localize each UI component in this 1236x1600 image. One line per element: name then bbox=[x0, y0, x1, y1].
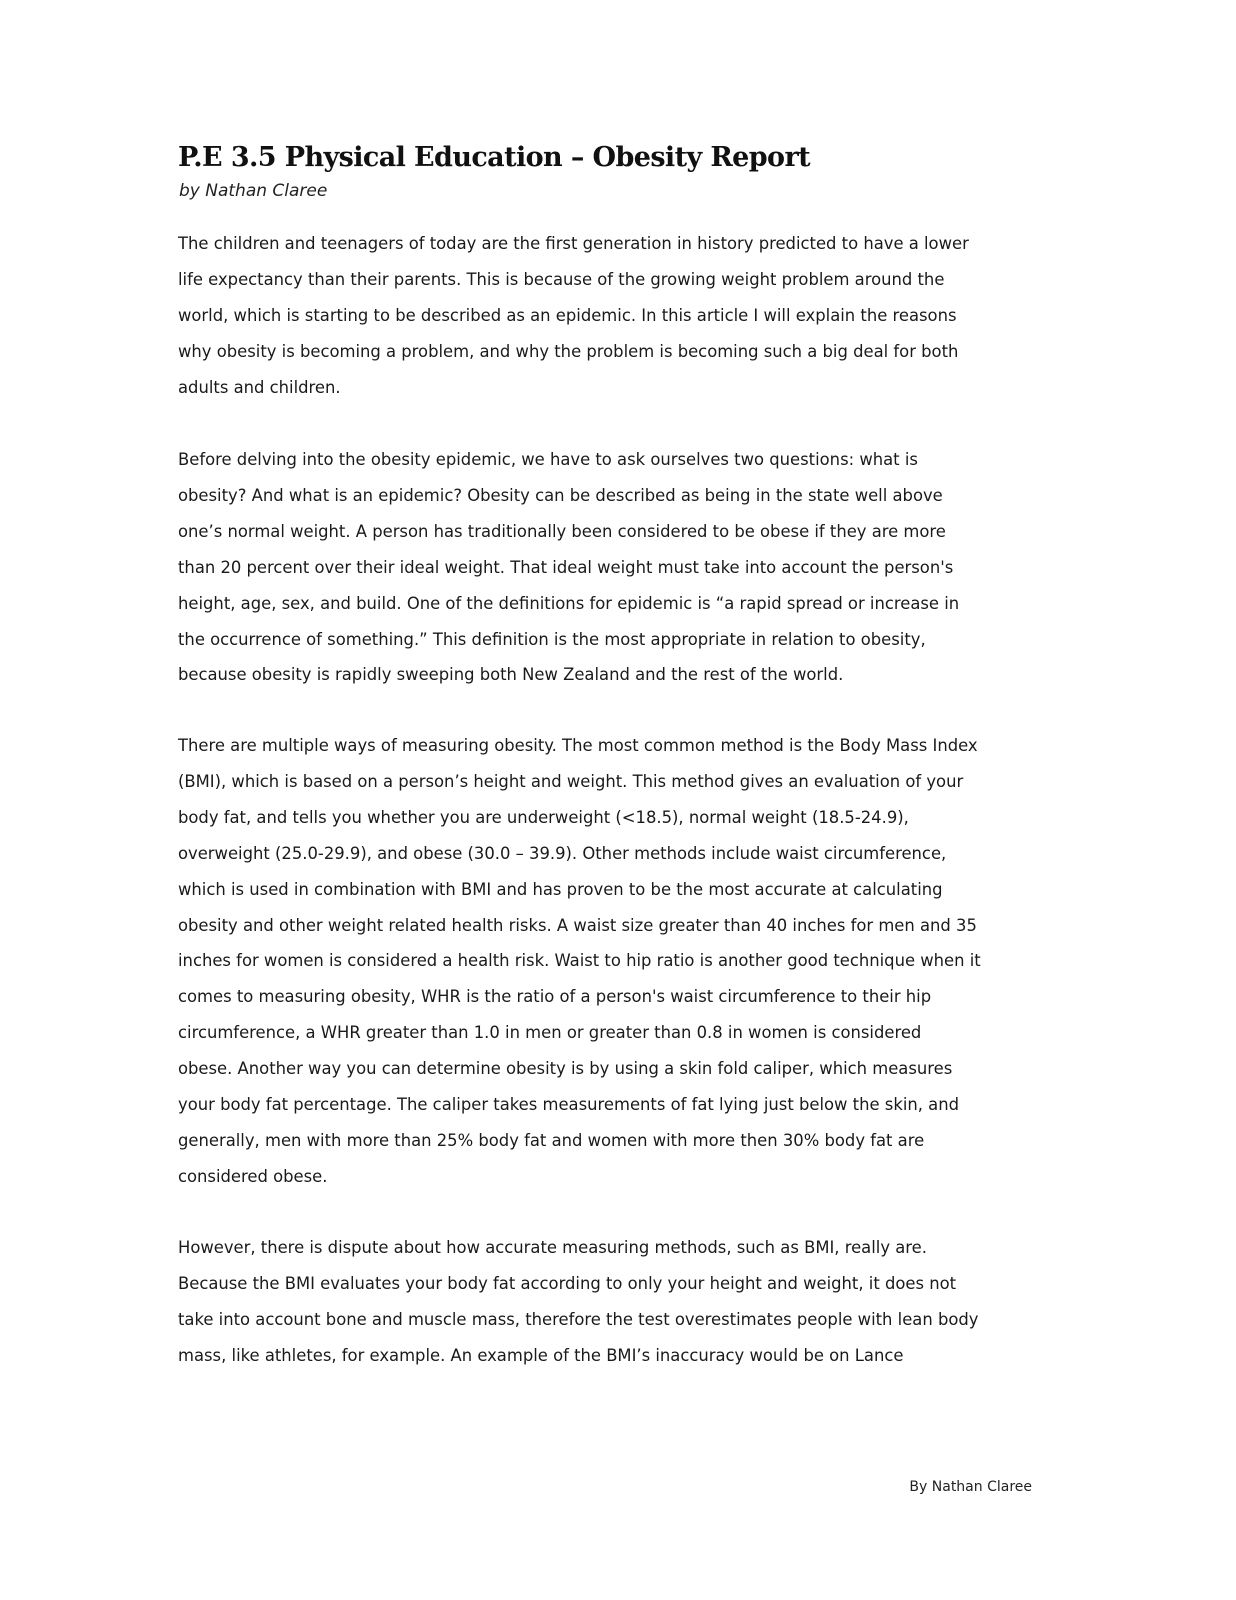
paragraph-line: generally, men with more than 25% body fat and women with more then 30% body fat are bbox=[178, 1130, 925, 1150]
paragraph-line: There are multiple ways of measuring obesity. The most common method is the Body Mass Index bbox=[178, 736, 978, 755]
paragraph-line: obesity? And what is an epidemic? Obesity can be described as being in the state well above bbox=[178, 485, 943, 505]
paragraph-line: take into account bone and muscle mass, therefore the test overestimates people with lean body bbox=[178, 1309, 979, 1329]
paragraph-line: world, which is starting to be described as an epidemic. In this article I will explain the reasons bbox=[178, 305, 957, 325]
paragraph-line: obesity and other weight related health risks. A waist size greater than 40 inches for men and 35 bbox=[178, 915, 977, 935]
paragraph-line: inches for women is considered a health risk. Waist to hip ratio is another good technique when it bbox=[178, 951, 981, 971]
paragraph-line: which is used in combination with BMI and has proven to be the most accurate at calculating bbox=[178, 879, 943, 899]
paragraph-line: height, age, sex, and build. One of the definitions for epidemic is “a rapid spread or increase in bbox=[178, 593, 960, 613]
paragraph-line: circumference, a WHR greater than 1.0 in men or greater than 0.8 in women is considered bbox=[178, 1023, 922, 1043]
paragraph-line: (BMI), which is based on a person’s height and weight. This method gives an evaluation of your bbox=[178, 771, 964, 791]
paragraph-line: The children and teenagers of today are the first generation in history predicted to have a lower bbox=[178, 234, 969, 253]
paragraph-line: body fat, and tells you whether you are underweight (<18.5), normal weight (18.5-24.9), bbox=[178, 807, 909, 827]
paragraph-line: Before delving into the obesity epidemic, we have to ask ourselves two questions: what is bbox=[178, 450, 918, 469]
document-title: P.E 3.5 Physical Education – Obesity Report bbox=[178, 142, 810, 173]
paragraph-line: Because the BMI evaluates your body fat according to only your height and weight, it does not bbox=[178, 1273, 957, 1293]
paragraph-line: because obesity is rapidly sweeping both New Zealand and the rest of the world. bbox=[178, 665, 844, 685]
paragraph-line: obese. Another way you can determine obesity is by using a skin fold caliper, which measures bbox=[178, 1059, 953, 1079]
paragraph-line: adults and children. bbox=[178, 377, 341, 397]
paragraph-line: the occurrence of something.” This definition is the most appropriate in relation to obesity, bbox=[178, 629, 926, 649]
paragraph-line: overweight (25.0-29.9), and obese (30.0 – 39.9). Other methods include waist circumference, bbox=[178, 843, 947, 863]
paragraph-line: However, there is dispute about how accurate measuring methods, such as BMI, really are. bbox=[178, 1238, 927, 1257]
paragraph-line: why obesity is becoming a problem, and why the problem is becoming such a big deal for both bbox=[178, 341, 959, 361]
paragraph-line: life expectancy than their parents. This is because of the growing weight problem around the bbox=[178, 269, 945, 289]
paragraph-line: considered obese. bbox=[178, 1166, 328, 1186]
paragraph-line: mass, like athletes, for example. An example of the BMI’s inaccuracy would be on Lance bbox=[178, 1345, 904, 1365]
paragraph-line: one’s normal weight. A person has traditionally been considered to be obese if they are more bbox=[178, 521, 946, 541]
paragraph-line: comes to measuring obesity, WHR is the ratio of a person's waist circumference to their hip bbox=[178, 987, 932, 1007]
author-byline: by Nathan Claree bbox=[179, 181, 328, 201]
page-footer: By Nathan Claree bbox=[909, 1479, 1032, 1495]
paragraph-line: than 20 percent over their ideal weight. That ideal weight must take into account the person's bbox=[178, 557, 954, 577]
paragraph-line: your body fat percentage. The caliper takes measurements of fat lying just below the skin, and bbox=[178, 1095, 960, 1114]
